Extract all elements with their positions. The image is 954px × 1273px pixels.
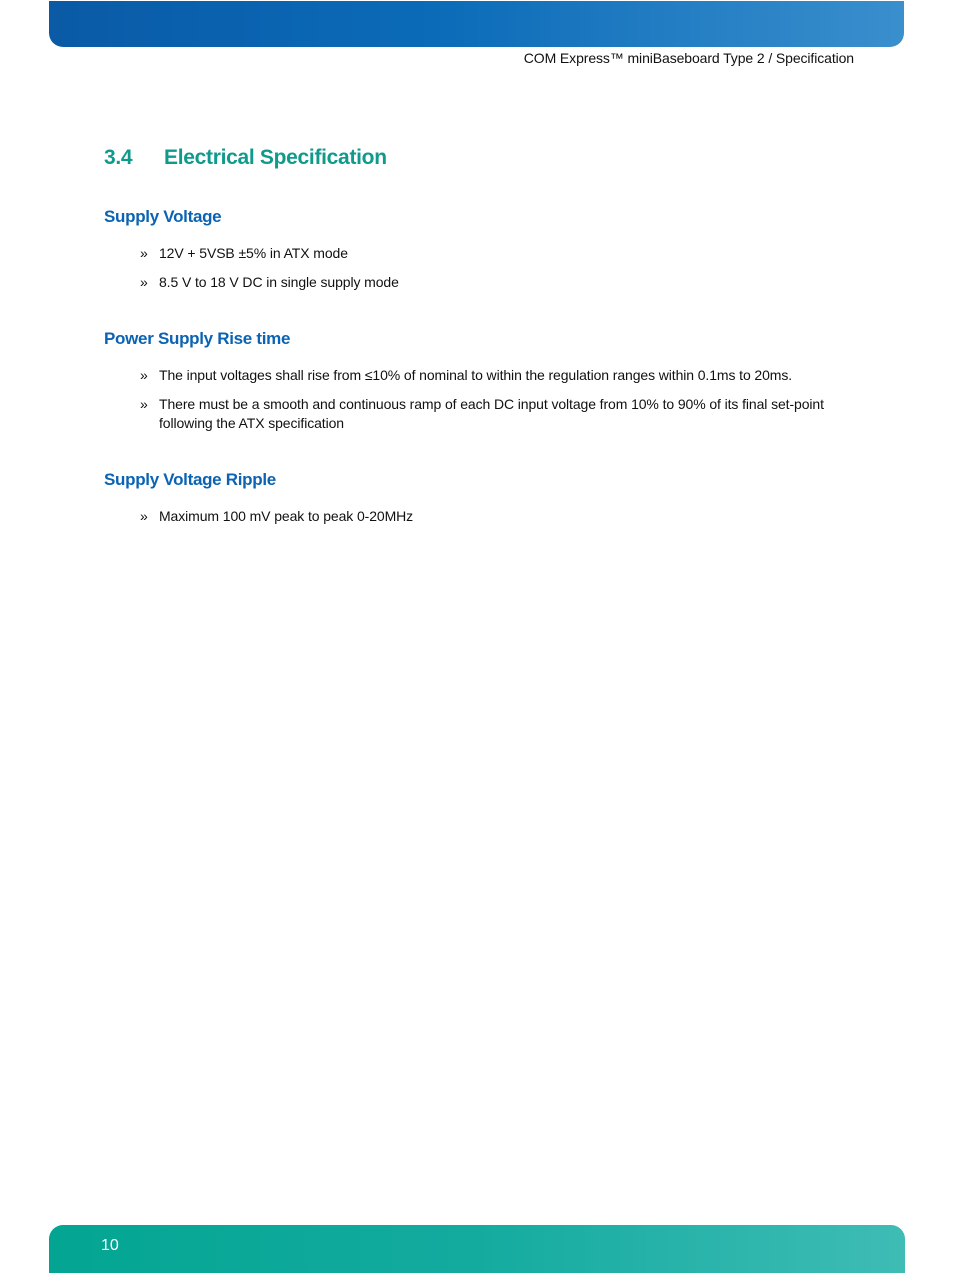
bullet-icon: » (140, 245, 148, 261)
list-item (140, 366, 860, 385)
bullet-icon: » (140, 367, 148, 383)
list-item-text: 8.5 V to 18 V DC in single supply mode (159, 274, 399, 290)
bullet-icon: » (140, 508, 148, 524)
list-item-text: Maximum 100 mV peak to peak 0-20MHz (159, 508, 414, 524)
list-item-text: 12V + 5VSB ±5% in ATX mode (159, 245, 348, 261)
page-number: 10 (101, 1237, 119, 1254)
list-item-text: The input voltages shall rise from ≤10% of nominal to within the regulation ranges within 0.1ms to 20ms. (159, 367, 793, 383)
section-heading (104, 146, 387, 170)
list-item (140, 395, 852, 433)
header-band (49, 1, 904, 47)
supply-voltage-heading: Supply Voltage (104, 207, 222, 226)
list-item (140, 507, 860, 526)
ripple-heading: Supply Voltage Ripple (104, 470, 276, 489)
document-title: COM Express™ miniBaseboard Type 2 / Specification (523, 50, 854, 66)
section-title: Electrical Specification (164, 146, 387, 169)
section-number: 3.4 (104, 146, 133, 169)
bullet-icon: » (140, 274, 148, 290)
footer-band (49, 1225, 905, 1273)
bullet-icon: » (140, 396, 148, 412)
rise-time-heading: Power Supply Rise time (104, 329, 291, 348)
list-item (140, 273, 860, 292)
list-item (140, 244, 860, 263)
list-item-text: There must be a smooth and continuous ramp of each DC input voltage from 10% to 90% of its final set-point following the ATX specification (159, 396, 824, 431)
